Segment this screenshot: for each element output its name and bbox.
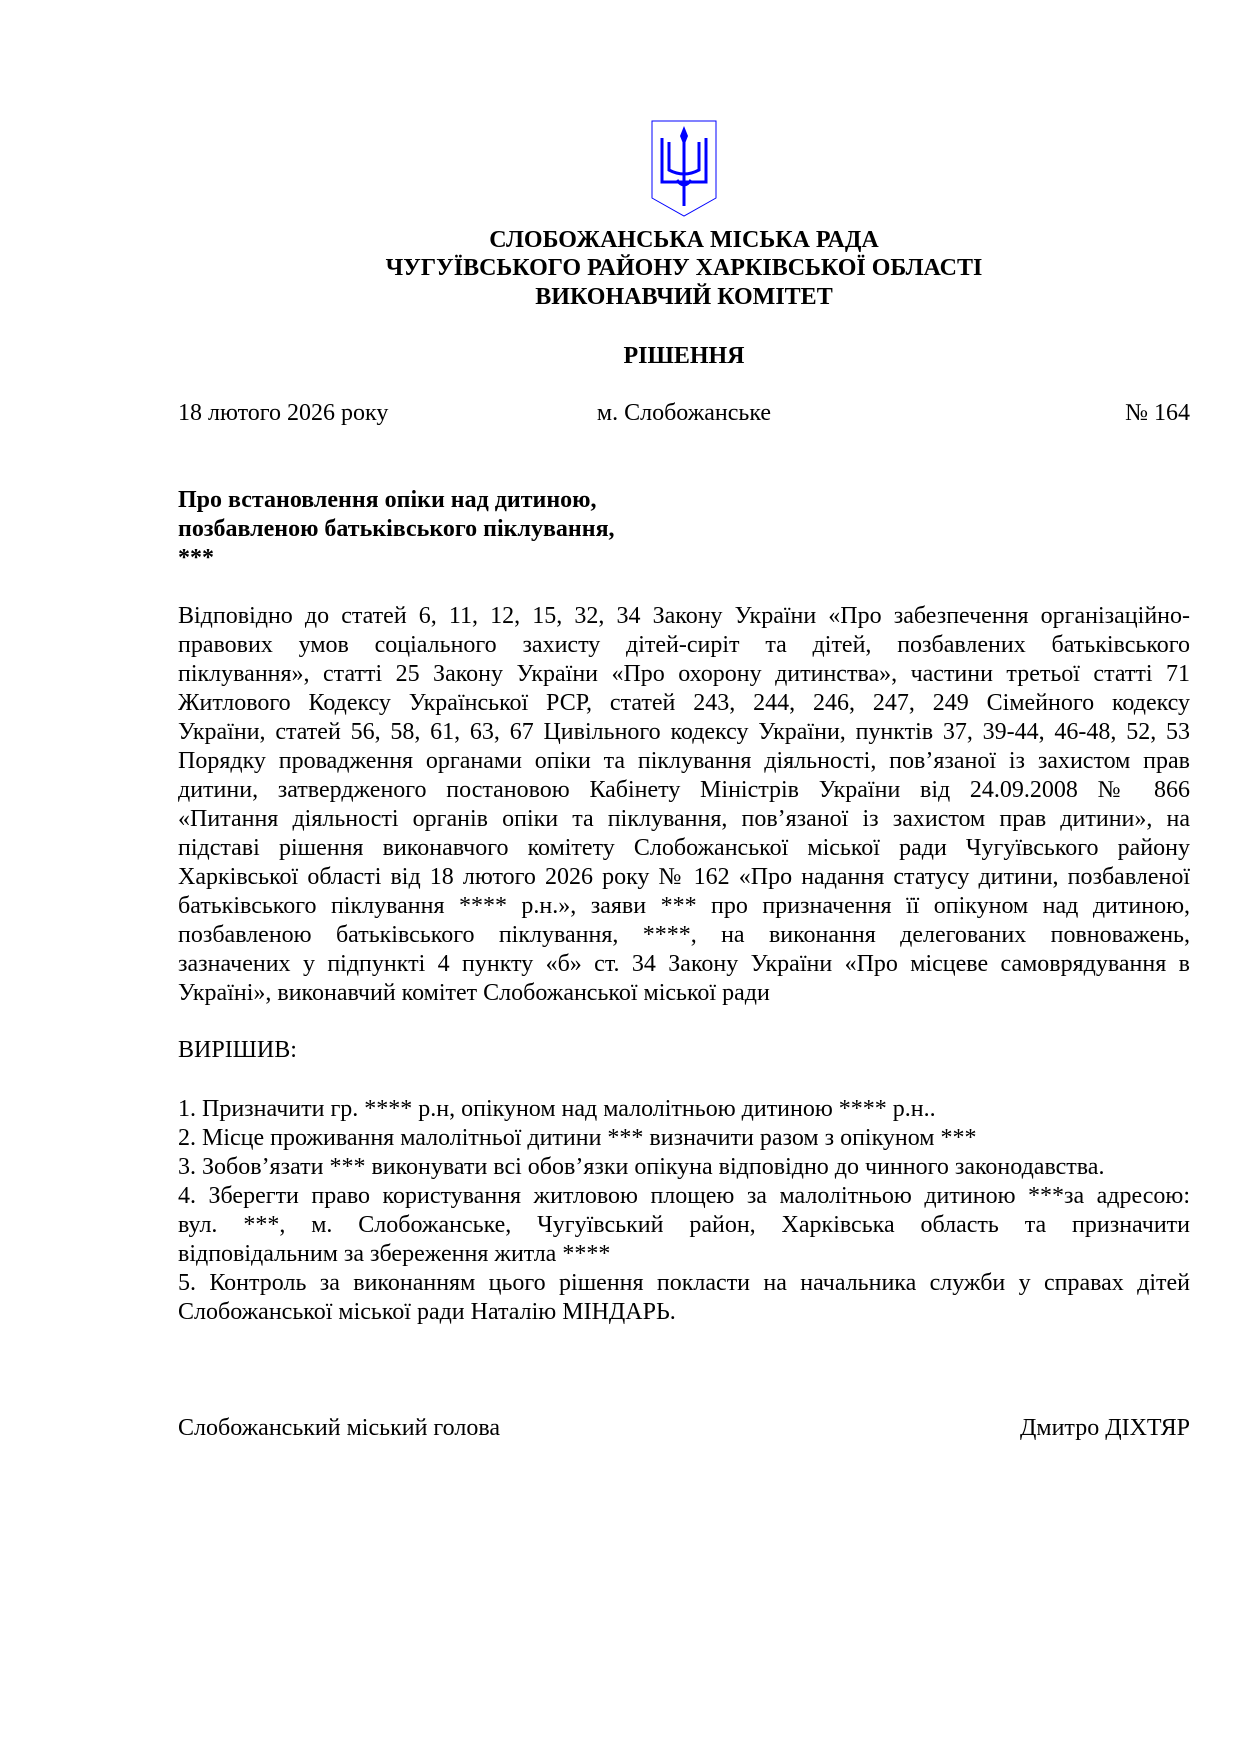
decision-item-4-cont: вул. ***, м. Слобожанське, Чугуївський район, Харківська область та призначити (178, 1212, 1190, 1238)
decision-list (178, 1095, 1190, 1327)
body-line: піклування», статті 25 Закону України «Про охорону дитинства», частини третьої статті 71 (178, 661, 1190, 687)
coat-of-arms-emblem (651, 120, 717, 217)
body-line: позбавленою батьківського піклування, ****, на виконання делегованих повноважень, (178, 922, 1190, 948)
decision-item-5: 5. Контроль за виконанням цього рішення покласти на начальника служби у справах дітей (178, 1270, 1190, 1296)
body-line: України, статей 56, 58, 61, 63, 67 Цивільного кодексу України, пунктів 37, 39-44, 46-48, 52, 53 (178, 719, 1190, 745)
subject-line: позбавленою батьківського піклування, (178, 516, 615, 542)
decision-item-4-cont: відповідальним за збереження житла **** (178, 1241, 611, 1267)
body-line: Порядку провадження органами опіки та піклування діяльності, пов’язаної із захистом прав (178, 748, 1190, 774)
body-line: підставі рішення виконавчого комітету Слобожанської міської ради Чугуївського району (178, 835, 1190, 861)
body-line: Україні», виконавчий комітет Слобожанської міської ради (178, 980, 770, 1006)
preamble-paragraph (178, 602, 1190, 1008)
signatory-title: Слобожанський міський голова (178, 1415, 500, 1441)
body-line: «Питання діяльності органів опіки та піклування, пов’язаної із захистом прав дитини», на (178, 806, 1190, 832)
org-name-line3: ВИКОНАВЧИЙ КОМІТЕТ (535, 284, 833, 310)
subject-block (178, 486, 1190, 573)
decision-item-2: 2. Місце проживання малолітньої дитини *** визначити разом з опікуном *** (178, 1125, 977, 1151)
document-place: м. Слобожанське (596, 400, 772, 426)
decision-item-1: 1. Призначити гр. **** р.н, опікуном над малолітньою дитиною **** р.н.. (178, 1096, 936, 1122)
body-line: Харківської області від 18 лютого 2026 року № 162 «Про надання статусу дитини, позбавленої (178, 864, 1190, 890)
body-line: дитини, затвердженого постановою Кабінету Міністрів України від 24.09.2008 № 866 (178, 777, 1190, 803)
decision-item-4: 4. Зберегти право користування житловою площею за малолітньою дитиною ***за адресою: (178, 1183, 1190, 1209)
signatory-name: Дмитро ДІХТЯР (1020, 1415, 1190, 1441)
decision-item-3: 3. Зобов’язати *** виконувати всі обов’язки опікуна відповідно до чинного законодавства. (178, 1154, 1105, 1180)
body-line: батьківського піклування **** р.н.», заяви *** про призначення її опікуном над дитиною, (178, 893, 1190, 919)
decided-label: ВИРІШИВ: (178, 1037, 297, 1063)
body-line: правових умов соціального захисту дітей-сиріт та дітей, позбавлених батьківського (178, 632, 1190, 658)
subject-line: Про встановлення опіки над дитиною, (178, 487, 597, 513)
document-type-title: РІШЕННЯ (623, 343, 745, 369)
document-date: 18 лютого 2026 року (178, 400, 389, 426)
body-line: Житлового Кодексу Української РСР, статей 243, 244, 246, 247, 249 Сімейного кодексу (178, 690, 1190, 716)
subject-line: *** (178, 545, 214, 571)
org-name-line2: ЧУГУЇВСЬКОГО РАЙОНУ ХАРКІВСЬКОЇ ОБЛАСТІ (385, 255, 983, 281)
body-line: Відповідно до статей 6, 11, 12, 15, 32, 34 Закону України «Про забезпечення організаційно- (178, 603, 1190, 629)
decision-item-5-cont: Слобожанської міської ради Наталію МІНДАРЬ. (178, 1299, 676, 1325)
body-line: зазначених у підпункті 4 пункту «б» ст. 34 Закону України «Про місцеве самоврядування в (178, 951, 1190, 977)
document-number: № 164 (1125, 400, 1190, 426)
org-name-line1: СЛОБОЖАНСЬКА МІСЬКА РАДА (489, 227, 879, 253)
